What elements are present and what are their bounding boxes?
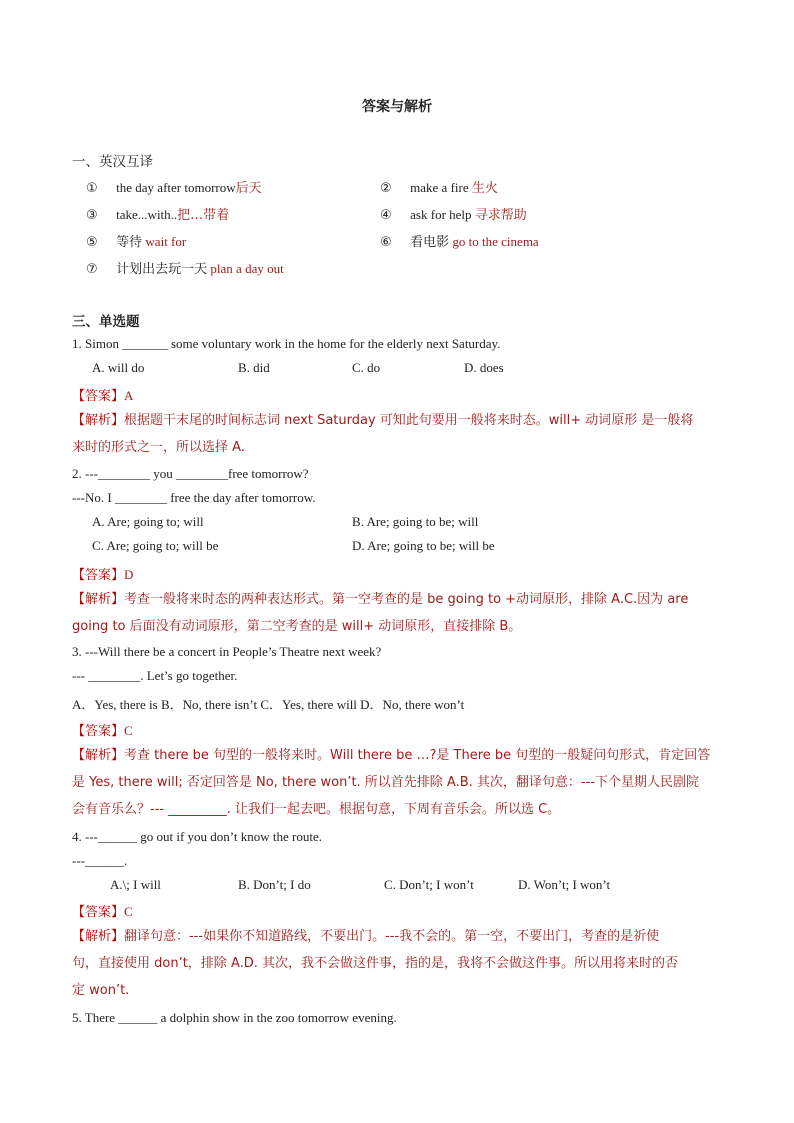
q2-option-d: D. Are; going to be; will be [352,538,495,553]
section-heading-translation: 一、英汉互译 [72,154,153,170]
item-number: ④ [380,208,392,223]
analysis-tag: 【解析】 [72,929,125,944]
analysis-line: 定 won’t. [72,983,130,998]
answer-value: A [124,388,134,403]
item-number: ⑤ [86,235,98,250]
item-chinese: 后天 [235,181,262,196]
q1-option-d: D. does [464,360,504,375]
q2-option-b: B. Are; going to be; will [352,514,479,529]
analysis-line: 来时的形式之一，所以选择 A. [72,440,245,455]
answer-tag: 【答案】 [72,389,125,404]
vocab-item-5 [86,231,186,250]
item-number: ⑦ [86,262,98,277]
item-english: make a fire [410,180,472,195]
q2-answer [72,564,133,583]
question-5-stem: 5. There ______ a dolphin show in the zoo tomorrow evening. [72,1010,397,1025]
q4-analysis [72,922,722,1004]
q3-options: A．Yes, there is B．No, there isn’t C．Yes, there will D．No, there won’t [72,697,465,712]
item-chinese: 看电影 [410,235,450,250]
item-number: ① [86,181,98,196]
item-chinese: 计划出去玩一天 [116,262,208,277]
q1-option-c: C. do [352,360,381,375]
answer-value: C [124,723,133,738]
item-number: ② [380,181,392,196]
analysis-line: 翻译句意：---如果你不知道路线，不要出门。---我不会的。第一空，不要出门，考查的是祈使 [124,929,660,944]
analysis-line: going to 后面没有动词原形，第二空考查的是 will+ 动词原形，直接排除 B。 [72,619,522,634]
item-chinese: 把…带着 [177,208,230,223]
question-2-stem: 2. ---________ you ________free tomorrow? [72,466,309,481]
analysis-line: 会有音乐么？--- _________. 让我们一起去吧。根据句意，下周有音乐会。所以选 C。 [72,802,561,817]
q4-option-d: D. Won’t; I won’t [518,877,611,892]
item-english: wait for [145,234,187,249]
analysis-line: 考查 there be 句型的一般将来时。Will there be …?是 There be 句型的一般疑问句形式，肯定回答 [124,748,711,763]
answer-tag: 【答案】 [72,905,125,920]
item-chinese: 等待 [116,235,143,250]
q1-analysis [72,406,722,461]
item-chinese: 生火 [471,181,498,196]
question-1-stem: 1. Simon _______ some voluntary work in the home for the elderly next Saturday. [72,336,501,351]
q2-option-c: C. Are; going to; will be [92,538,219,553]
answer-tag: 【答案】 [72,724,125,739]
analysis-tag: 【解析】 [72,748,125,763]
question-3-stem: 3. ---Will there be a concert in People’s Theatre next week? [72,644,382,659]
q4-answer [72,901,133,920]
item-chinese: 寻求帮助 [474,208,527,223]
question-2-stem-line2: ---No. I ________ free the day after tomorrow. [72,490,316,505]
answer-value: D [124,567,134,582]
section-heading-choice: 三、单选题 [72,314,140,330]
q4-option-c: C. Don’t; I won’t [384,877,474,892]
item-english: go to the cinema [452,234,539,249]
vocab-item-3 [86,204,229,223]
question-4-stem-line2: ---______. [72,853,128,868]
q1-option-b: B. did [238,360,270,375]
page-title: 答案与解析 [362,99,432,115]
vocab-item-1 [86,177,262,196]
vocab-item-7 [86,258,284,277]
item-english: plan a day out [210,261,284,276]
q3-answer [72,720,133,739]
analysis-line: 考查一般将来时态的两种表达形式。第一空考查的是 be going to +动词原形，排除 A.C.因为 are [124,592,689,607]
q2-analysis [72,585,722,640]
q3-analysis [72,741,722,823]
vocab-item-4 [380,204,527,223]
question-3-stem-line2: --- ________. Let’s go together. [72,668,238,683]
answer-value: C [124,904,133,919]
q4-option-b: B. Don’t; I do [238,877,311,892]
analysis-line: 句，直接使用 don’t，排除 A.D. 其次，我不会做这件事，指的是，我将不会做这件事。所以用将来时的否 [72,956,679,971]
analysis-line: 根据题干末尾的时间标志词 next Saturday 可知此句要用一般将来时态。will+ 动词原形 是一般将 [124,413,694,428]
q1-answer [72,385,133,404]
q2-option-a: A. Are; going to; will [92,514,204,529]
item-english: the day after tomorrow [116,180,236,195]
item-number: ③ [86,208,98,223]
analysis-tag: 【解析】 [72,413,125,428]
question-4-stem: 4. ---______ go out if you don’t know the route. [72,829,322,844]
answer-tag: 【答案】 [72,568,125,583]
q1-option-a: A. will do [92,360,145,375]
analysis-line: 是 Yes, there will; 否定回答是 No, there won’t. 所以首先排除 A.B. 其次，翻译句意：---下个星期人民剧院 [72,775,699,790]
item-english: ask for help [410,207,475,222]
item-english: take...with.. [116,207,178,222]
q4-option-a: A.\; I will [110,877,161,892]
analysis-tag: 【解析】 [72,592,125,607]
item-number: ⑥ [380,235,392,250]
vocab-item-6 [380,231,539,250]
vocab-item-2 [380,177,498,196]
